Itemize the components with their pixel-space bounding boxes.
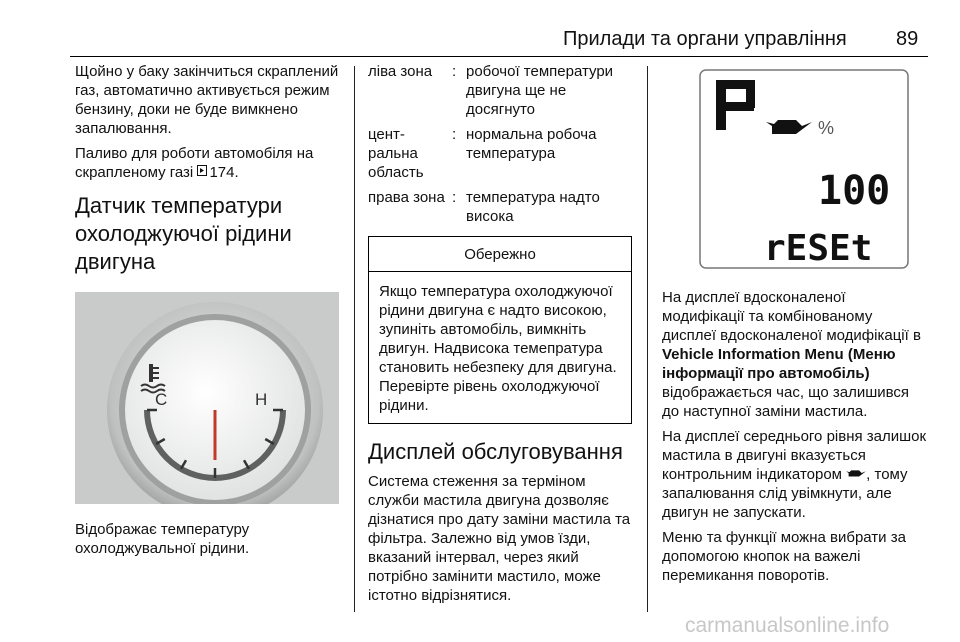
service-display-paragraph: Система стеження за терміном служби мастила двигуна дозволяє дізнатися про дату заміни мастила та фільтра. Залежно від умов їзди, вказаний інтервал, через який потрібно замінити мастило, може істотно відрізнятися.	[368, 473, 631, 604]
column-left	[75, 62, 343, 564]
service-info-paragraph	[662, 288, 928, 421]
arrow-ref-icon	[197, 163, 209, 182]
lpg-paragraph: Щойно у баку закінчиться скраплений газ, автоматично активується режим бензину, доки не буде вимкнено запалювання.	[75, 63, 339, 137]
oil-indicator-text-1: На дисплеї середнього рівня залишок мастила в двигуні вказується контрольним індикатором	[662, 428, 927, 483]
lpg-reference-link[interactable]: 174.	[209, 164, 239, 181]
page-number: 89	[896, 28, 919, 50]
service-info-text-2: відображається час, що залишився до наступної заміни мастила.	[662, 384, 910, 420]
oil-indicator-text-2: , тому запалювання слід увімкнути, але двигун не запускати.	[662, 466, 908, 521]
zone-row	[368, 62, 634, 125]
column-right	[662, 62, 928, 591]
zone-description: температура надто висока	[466, 189, 600, 225]
zone-separator: :	[452, 63, 457, 80]
coolant-gauge-figure	[75, 292, 339, 504]
display-mode: P	[662, 64, 663, 65]
caution-text: Якщо температура охолоджуючої рідини двигуна є надто високою, зупиніть автомобіль, вимкніть двигун. Надвисока темепратура становить небезпеку для двигуна. Перевірте рівень охолоджуючої рідини.	[379, 283, 617, 414]
service-display-figure	[662, 64, 920, 276]
display-value: 100	[818, 168, 891, 214]
caution-title: Обережно	[369, 237, 631, 272]
zone-term: цент-ральна область	[368, 126, 424, 181]
oil-can-icon	[846, 466, 866, 483]
display-reset-text: rESEt	[764, 228, 873, 269]
vehicle-information-menu-label: Vehicle Information Menu (Меню інформації про автомобіль)	[662, 346, 896, 382]
service-info-text-1: На дисплеї вдосконаленої модифікації та комбінованому дисплеї вдосконаленої модифікації в	[662, 289, 921, 344]
lpg-reference-paragraph	[75, 144, 343, 182]
menu-functions-paragraph: Меню та функції можна вибрати за допомогою кнопок на важелі перемикання поворотів.	[662, 529, 906, 584]
column-divider-2	[647, 66, 648, 612]
zone-row	[368, 125, 634, 188]
zone-description: робочої температури двигуна ще не досягнуто	[466, 63, 614, 118]
display-unit: %	[818, 118, 835, 138]
gauge-zone-list	[368, 62, 634, 232]
gauge-caption: Відображає температуру охолоджувальної рідини.	[75, 521, 250, 557]
zone-row	[368, 188, 634, 232]
lpg-reference-text: Паливо для роботи автомобіля на скрапленому газі	[75, 145, 314, 181]
zone-term: ліва зона	[368, 63, 433, 80]
page-title: Прилади та органи управління	[563, 28, 847, 50]
gauge-hot-label: H	[255, 390, 268, 409]
zone-term: права зона	[368, 189, 445, 206]
zone-separator: :	[452, 126, 457, 143]
coolant-gauge-heading: Датчик температури охолоджуючої рідини двигуна	[75, 193, 292, 274]
zone-separator: :	[452, 189, 457, 206]
caution-box	[368, 236, 632, 424]
column-middle	[368, 62, 634, 611]
oil-indicator-paragraph	[662, 427, 928, 522]
zone-description: нормальна робоча температура	[466, 126, 597, 162]
watermark: carmanualsonline.info	[685, 614, 890, 637]
column-divider-1	[354, 66, 355, 612]
gauge-cold-label: C	[155, 390, 168, 409]
service-display-heading: Дисплей обслуговування	[368, 439, 623, 464]
header-divider	[70, 56, 928, 57]
